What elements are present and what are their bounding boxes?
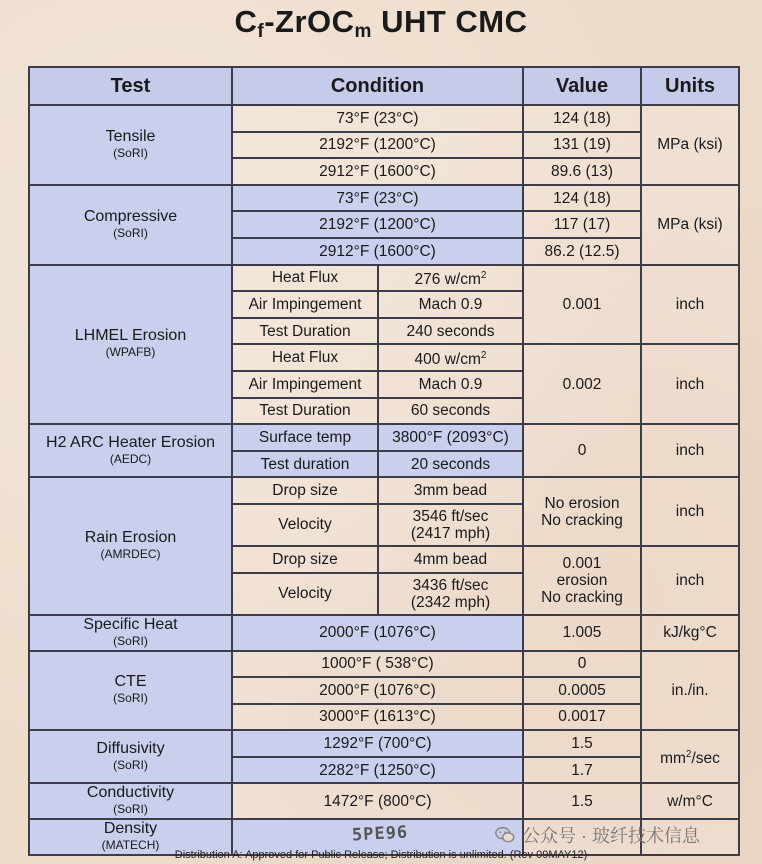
test-diffusivity: Diffusivity (SoRI) bbox=[29, 730, 232, 783]
condition-label: Drop size bbox=[232, 477, 378, 504]
condition-label: Heat Flux bbox=[232, 344, 378, 371]
units-cell: $mm^2/\sec$ bbox=[641, 730, 739, 783]
value-cell: 0.0017 bbox=[523, 704, 641, 731]
condition-cell: 2912°F (1600°C) bbox=[232, 238, 523, 265]
header-row bbox=[29, 67, 739, 105]
condition-label: Air Impingement bbox=[232, 291, 378, 318]
table-row bbox=[29, 783, 739, 819]
condition-cell: 1472°F (800°C) bbox=[232, 783, 523, 819]
condition-value: Mach 0.9 bbox=[378, 291, 523, 318]
units-cell: MPa (ksi) bbox=[641, 185, 739, 265]
value-cell: 124 (18) bbox=[523, 185, 641, 212]
table-row bbox=[29, 615, 739, 651]
value-cell: 1.7 bbox=[523, 757, 641, 784]
condition-value: 240 seconds bbox=[378, 318, 523, 345]
value-cell: 0.0005 bbox=[523, 677, 641, 704]
test-specific-heat: Specific Heat (SoRI) bbox=[29, 615, 232, 651]
table-row bbox=[29, 730, 739, 757]
header-units: Units bbox=[641, 67, 739, 105]
condition-label: Drop size bbox=[232, 546, 378, 573]
page-title: $C_f-ZrOC_m$ UHT CMC bbox=[234, 4, 528, 42]
table-row bbox=[29, 185, 739, 212]
value-cell: 1.5 bbox=[523, 730, 641, 757]
condition-value: 3mm bead bbox=[378, 477, 523, 504]
condition-cell: 2912°F (1600°C) bbox=[232, 158, 523, 185]
table-row bbox=[29, 105, 739, 132]
condition-value: 276 $w/cm^2$ bbox=[378, 265, 523, 292]
table-row bbox=[29, 265, 739, 292]
value-cell: 89.6 (13) bbox=[523, 158, 641, 185]
properties-table bbox=[28, 66, 740, 856]
test-lhmel-erosion: LHMEL Erosion (WPAFB) bbox=[29, 265, 232, 425]
handwritten-stamp: 5PE96 bbox=[351, 822, 409, 846]
condition-value: 4mm bead bbox=[378, 546, 523, 573]
value-cell: 0.002 bbox=[523, 344, 641, 424]
condition-value: 3546 ft/sec (2417 mph) bbox=[378, 504, 523, 546]
condition-label: Surface temp bbox=[232, 424, 378, 451]
value-cell: 0 bbox=[523, 651, 641, 678]
test-cte: CTE (SoRI) bbox=[29, 651, 232, 731]
table-row bbox=[29, 477, 739, 504]
footer-distribution: Distribution A: Approved for Public Release; Distribution is unlimited. (Rev 09MAY12) bbox=[174, 849, 588, 861]
condition-value: 400 $w/cm^2$ bbox=[378, 344, 523, 371]
units-cell: kJ/kg°C bbox=[641, 615, 739, 651]
units-cell: inch bbox=[641, 265, 739, 345]
value-cell: 1.005 bbox=[523, 615, 641, 651]
header-test: Test bbox=[29, 67, 232, 105]
units-cell: MPa (ksi) bbox=[641, 105, 739, 185]
condition-value: Mach 0.9 bbox=[378, 371, 523, 398]
value-cell: 117 (17) bbox=[523, 211, 641, 238]
condition-value: 20 seconds bbox=[378, 451, 523, 478]
condition-cell: 2192°F (1200°C) bbox=[232, 211, 523, 238]
units-cell: inch bbox=[641, 424, 739, 477]
condition-cell: 3000°F (1613°C) bbox=[232, 704, 523, 731]
condition-label: Test duration bbox=[232, 451, 378, 478]
test-tensile: Tensile (SoRI) bbox=[29, 105, 232, 185]
test-compressive: Compressive (SoRI) bbox=[29, 185, 232, 265]
value-cell: 0.001 erosion No cracking bbox=[523, 546, 641, 615]
value-cell: No erosion No cracking bbox=[523, 477, 641, 546]
units-cell: inch bbox=[641, 344, 739, 424]
test-rain-erosion: Rain Erosion (AMRDEC) bbox=[29, 477, 232, 614]
condition-label: Test Duration bbox=[232, 318, 378, 345]
condition-cell: 2282°F (1250°C) bbox=[232, 757, 523, 784]
value-cell: 0 bbox=[523, 424, 641, 477]
test-h2-arc-heater-erosion: H2 ARC Heater Erosion (AEDC) bbox=[29, 424, 232, 477]
test-conductivity: Conductivity (SoRI) bbox=[29, 783, 232, 819]
condition-cell: 1292°F (700°C) bbox=[232, 730, 523, 757]
units-cell: inch bbox=[641, 477, 739, 546]
table-row bbox=[29, 651, 739, 678]
condition-value: 3800°F (2093°C) bbox=[378, 424, 523, 451]
condition-value: 60 seconds bbox=[378, 398, 523, 425]
condition-cell: 73°F (23°C) bbox=[232, 105, 523, 132]
value-cell: 0.001 bbox=[523, 265, 641, 345]
condition-cell: 2192°F (1200°C) bbox=[232, 132, 523, 159]
watermark bbox=[494, 822, 700, 848]
test-density: Density (MATECH) bbox=[29, 819, 232, 855]
watermark-text: 公众号 · 玻纤技术信息 bbox=[522, 826, 700, 846]
condition-label: Velocity bbox=[232, 573, 378, 615]
condition-label: Air Impingement bbox=[232, 371, 378, 398]
condition-cell: 73°F (23°C) bbox=[232, 185, 523, 212]
header-value: Value bbox=[523, 67, 641, 105]
condition-cell: 2000°F (1076°C) bbox=[232, 677, 523, 704]
condition-label: Velocity bbox=[232, 504, 378, 546]
header-condition: Condition bbox=[232, 67, 523, 105]
units-cell: inch bbox=[641, 546, 739, 615]
table-row bbox=[29, 424, 739, 451]
condition-cell: 1000°F ( 538°C) bbox=[232, 651, 523, 678]
value-cell: 86.2 (12.5) bbox=[523, 238, 641, 265]
value-cell: 131 (19) bbox=[523, 132, 641, 159]
condition-cell: 2000°F (1076°C) bbox=[232, 615, 523, 651]
units-cell: in./in. bbox=[641, 651, 739, 731]
value-cell: 1.5 bbox=[523, 783, 641, 819]
condition-label: Test Duration bbox=[232, 398, 378, 425]
condition-label: Heat Flux bbox=[232, 265, 378, 292]
value-cell: 124 (18) bbox=[523, 105, 641, 132]
condition-value: 3436 ft/sec (2342 mph) bbox=[378, 573, 523, 615]
units-cell: w/m°C bbox=[641, 783, 739, 819]
wechat-icon bbox=[494, 824, 516, 846]
